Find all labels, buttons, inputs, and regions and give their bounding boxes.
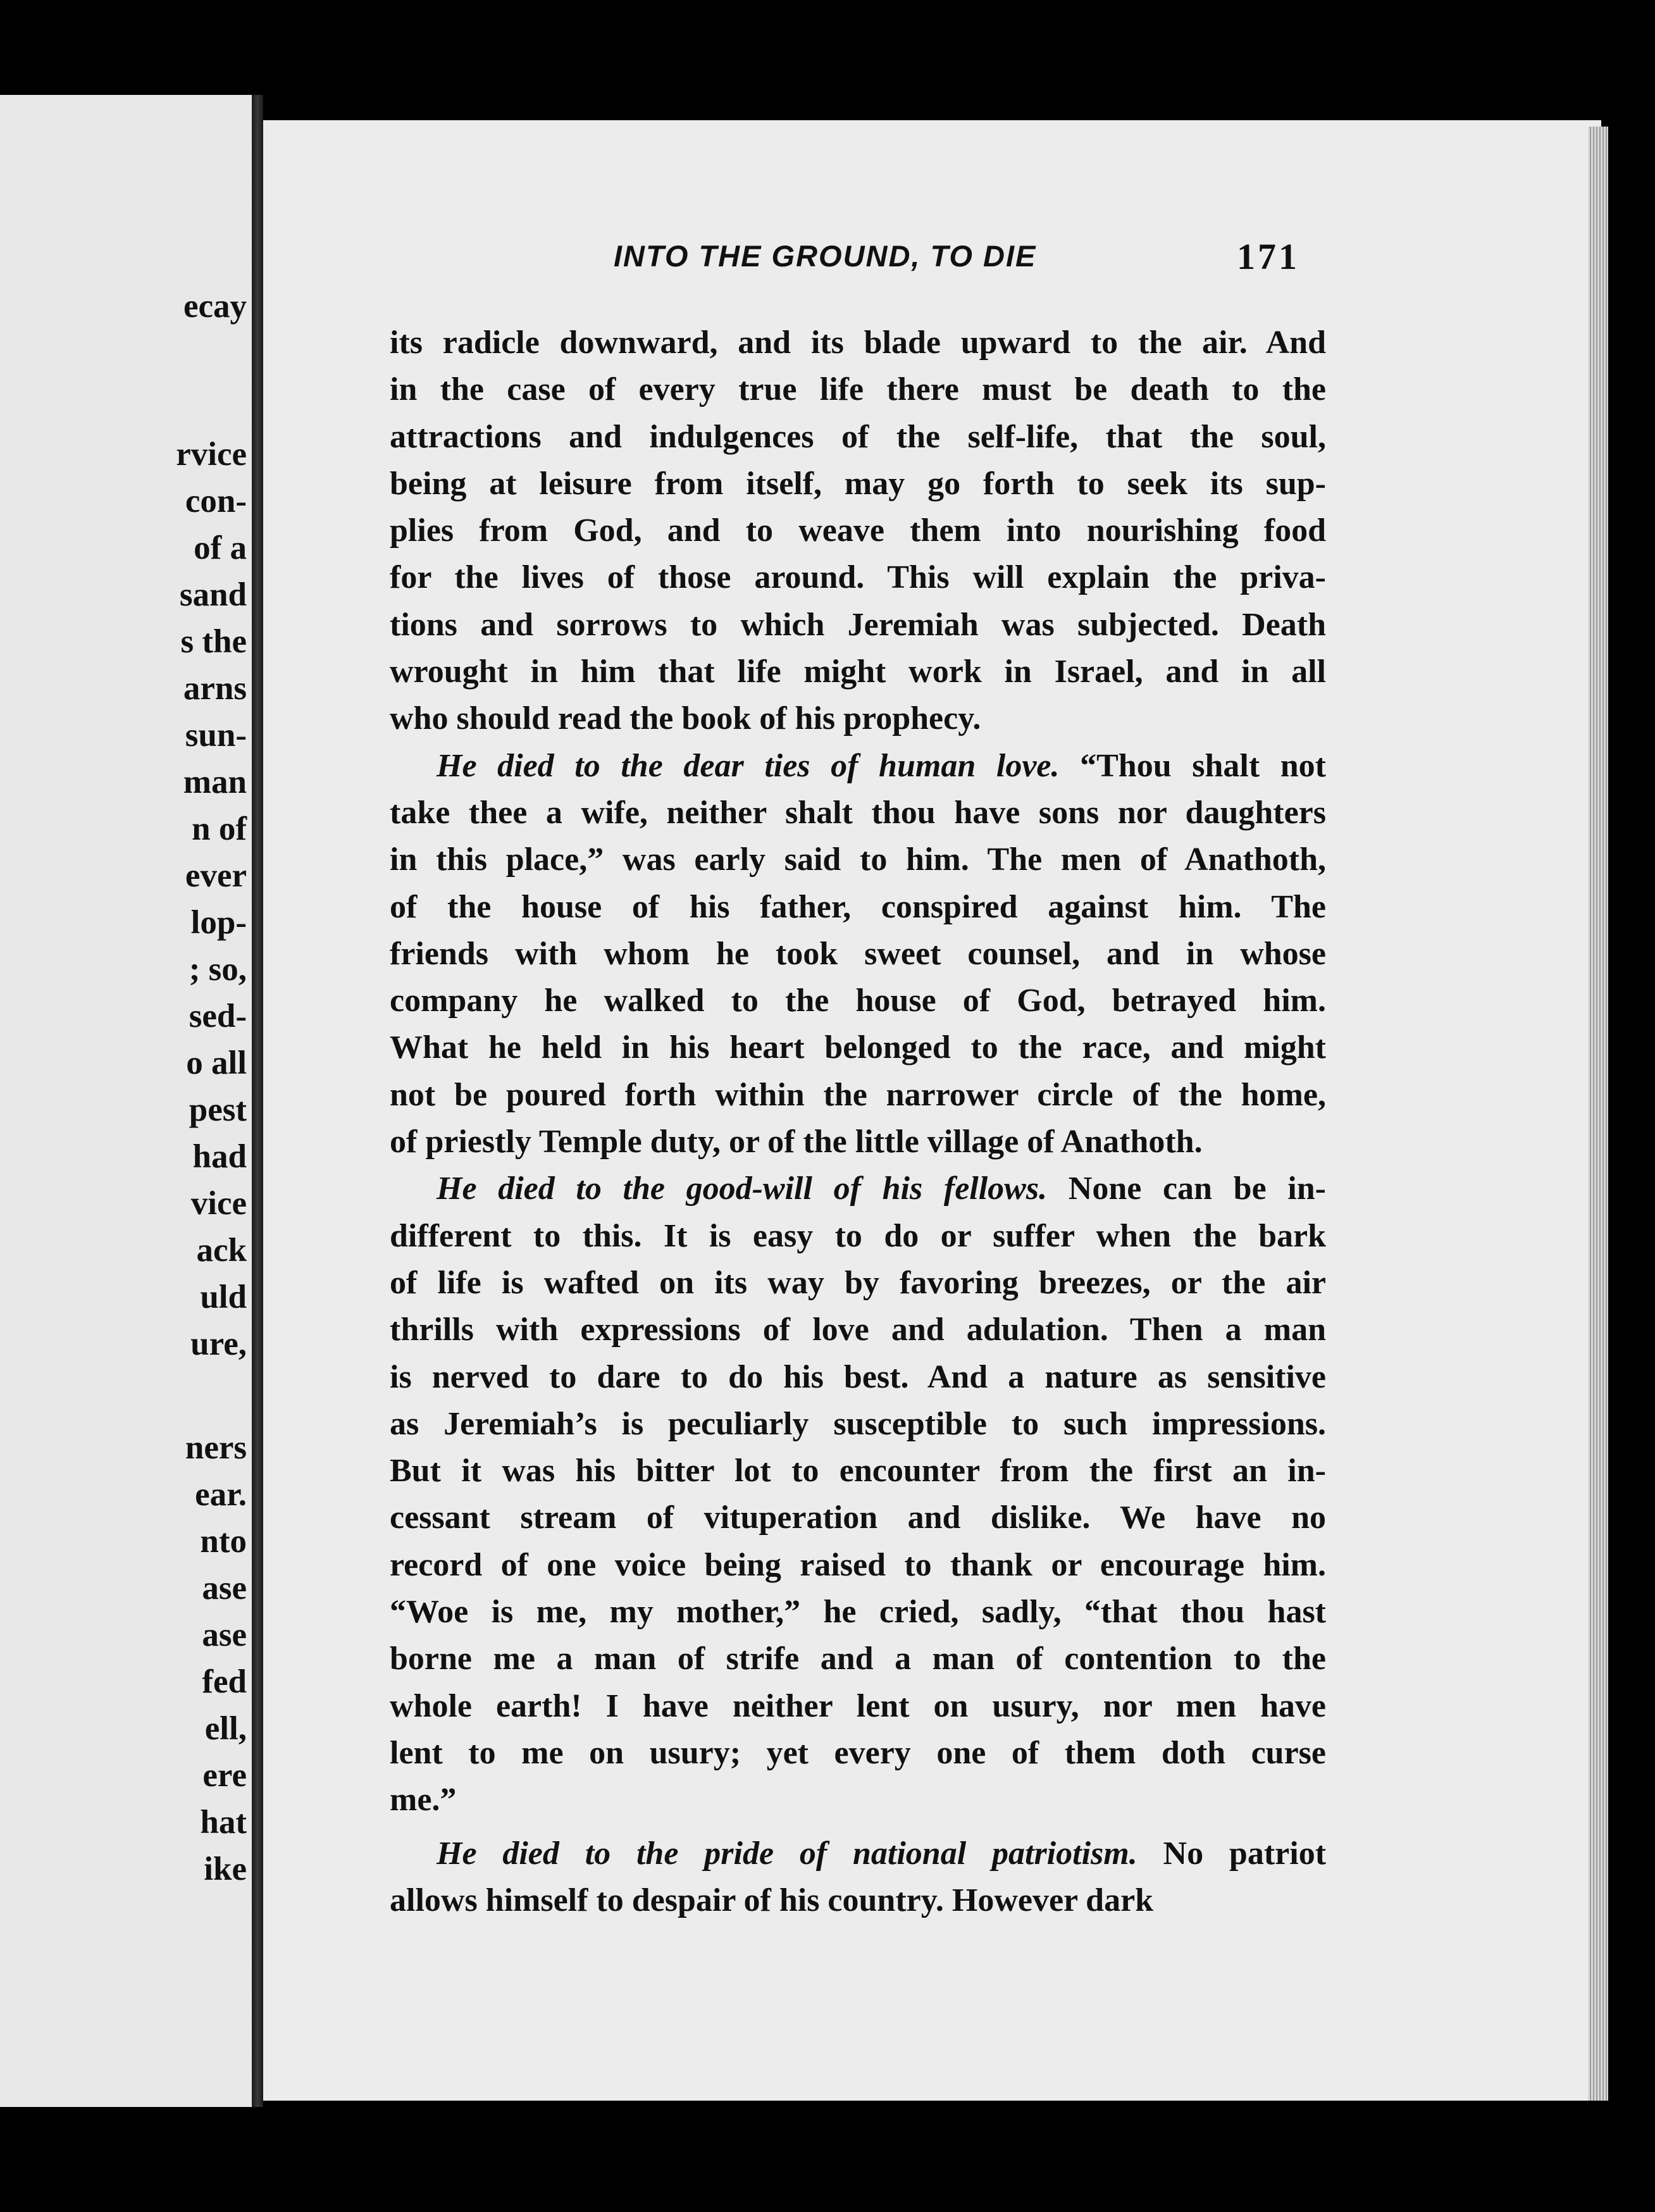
section-heading-italic: He died to the pride of national patriotism.: [437, 1835, 1137, 1872]
facing-page-text-fragment: uld: [200, 1279, 247, 1315]
text-line: different to this. It is easy to do or suffer when the bark: [390, 1217, 1326, 1254]
facing-page-text-fragment: ners: [185, 1429, 247, 1466]
facing-page-text-fragment: s the: [180, 623, 247, 660]
text-line-rest: None can be in-: [1047, 1171, 1326, 1207]
facing-page-text-fragment: arns: [183, 670, 247, 707]
text-line: of priestly Temple duty, or of the little village of Anathoth.: [390, 1124, 1203, 1160]
text-line: thrills with expressions of love and adulation. Then a man: [390, 1312, 1326, 1348]
facing-page-text-fragment: ; so,: [189, 951, 247, 988]
book-gutter: [252, 95, 263, 2107]
facing-page-text-fragment: ike: [204, 1851, 247, 1887]
facing-page-text-fragment: fed: [202, 1663, 247, 1700]
facing-page-text-fragment: pest: [189, 1091, 247, 1128]
facing-page-text-fragment: ure,: [190, 1326, 247, 1362]
text-line: in this place,” was early said to him. The men of Anathoth,: [390, 842, 1326, 878]
running-head: INTO THE GROUND, TO DIE: [614, 239, 1037, 273]
facing-page-text-fragment: con-: [185, 483, 247, 519]
text-line: of life is wafted on its way by favoring breezes, or the air: [390, 1264, 1326, 1301]
facing-page-text-fragment: hat: [200, 1804, 247, 1841]
text-line: who should read the book of his prophecy.: [390, 700, 981, 737]
text-line: plies from God, and to weave them into nourishing food: [390, 513, 1326, 549]
text-line: attractions and indulgences of the self-life, that the soul,: [390, 418, 1326, 455]
text-line: “Woe is me, my mother,” he cried, sadly, “that thou hast: [390, 1594, 1326, 1631]
text-line: friends with whom he took sweet counsel, and in whose: [390, 935, 1326, 972]
text-line: not be poured forth within the narrower circle of the home,: [390, 1076, 1326, 1113]
facing-page-text-fragment: ase: [202, 1617, 247, 1653]
text-line: [390, 743, 1326, 790]
facing-page-text-fragment: nto: [200, 1523, 247, 1560]
facing-page-text-fragment: vice: [190, 1185, 247, 1222]
text-line: whole earth! I have neither lent on usury, nor men have: [390, 1687, 1326, 1724]
facing-page-text-fragment: ecay: [183, 288, 247, 325]
facing-page-text-fragment: lop-: [190, 904, 247, 941]
text-line: its radicle downward, and its blade upward to the air. And: [390, 325, 1326, 361]
body-text: [390, 320, 1326, 1924]
text-line: company he walked to the house of God, betrayed him.: [390, 983, 1326, 1019]
text-line-rest: No patriot: [1137, 1835, 1327, 1872]
facing-page-text-fragment: sand: [179, 576, 247, 613]
text-line: lent to me on usury; yet every one of them doth curse: [390, 1734, 1326, 1771]
facing-page-text-fragment: sed-: [189, 998, 247, 1035]
facing-page-text-fragment: ack: [196, 1232, 247, 1269]
facing-page-text-fragment: man: [183, 764, 247, 800]
text-line: [390, 1830, 1326, 1877]
text-line: being at leisure from itself, may go forth to seek its sup-: [390, 465, 1326, 502]
facing-page-text-fragment: ear.: [195, 1476, 247, 1513]
section-heading-italic: He died to the dear ties of human love.: [437, 747, 1060, 784]
text-line: in the case of every true life there must be death to the: [390, 371, 1326, 408]
text-line: of the house of his father, conspired against him. The: [390, 888, 1326, 925]
facing-page-text-fragment: n of: [192, 811, 247, 847]
facing-page-fragment: [0, 95, 252, 2107]
text-line: But it was his bitter lot to encounter from the first an in-: [390, 1453, 1326, 1489]
facing-page-text-fragment: o all: [186, 1045, 247, 1081]
facing-page-text-fragment: had: [192, 1138, 247, 1175]
text-line: for the lives of those around. This will explain the priva-: [390, 559, 1326, 596]
text-line: tions and sorrows to which Jeremiah was subjected. Death: [390, 606, 1326, 643]
facing-page-text-fragment: of a: [194, 530, 247, 566]
text-line: cessant stream of vituperation and dislike. We have no: [390, 1500, 1326, 1536]
text-line: me.”: [390, 1782, 457, 1818]
facing-page-text-fragment: rvice: [176, 436, 247, 473]
facing-page-text-fragment: sun-: [185, 717, 247, 754]
text-line: allows himself to despair of his country. However dark: [390, 1882, 1154, 1918]
text-line: take thee a wife, neither shalt thou have sons nor daughters: [390, 794, 1326, 831]
facing-page-text-fragment: ell,: [204, 1710, 247, 1747]
text-line: [390, 1165, 1326, 1212]
text-line-rest: “Thou shalt not: [1059, 747, 1326, 784]
page-edges: [1588, 127, 1608, 2101]
facing-page-text-fragment: ere: [202, 1757, 247, 1794]
text-line: borne me a man of strife and a man of contention to the: [390, 1641, 1326, 1677]
text-line: wrought in him that life might work in Israel, and in all: [390, 654, 1326, 690]
section-heading-italic: He died to the good-will of his fellows.: [437, 1171, 1048, 1207]
facing-page-text-fragment: ase: [202, 1570, 247, 1606]
text-line: as Jeremiah’s is peculiarly susceptible to such impressions.: [390, 1405, 1326, 1442]
text-line: What he held in his heart belonged to the race, and might: [390, 1029, 1326, 1066]
facing-page-text-fragment: ever: [185, 857, 247, 894]
text-line: is nerved to dare to do his best. And a nature as sensitive: [390, 1358, 1326, 1395]
page-number: 171: [1237, 236, 1299, 277]
text-line: record of one voice being raised to thank or encourage him.: [390, 1546, 1326, 1583]
